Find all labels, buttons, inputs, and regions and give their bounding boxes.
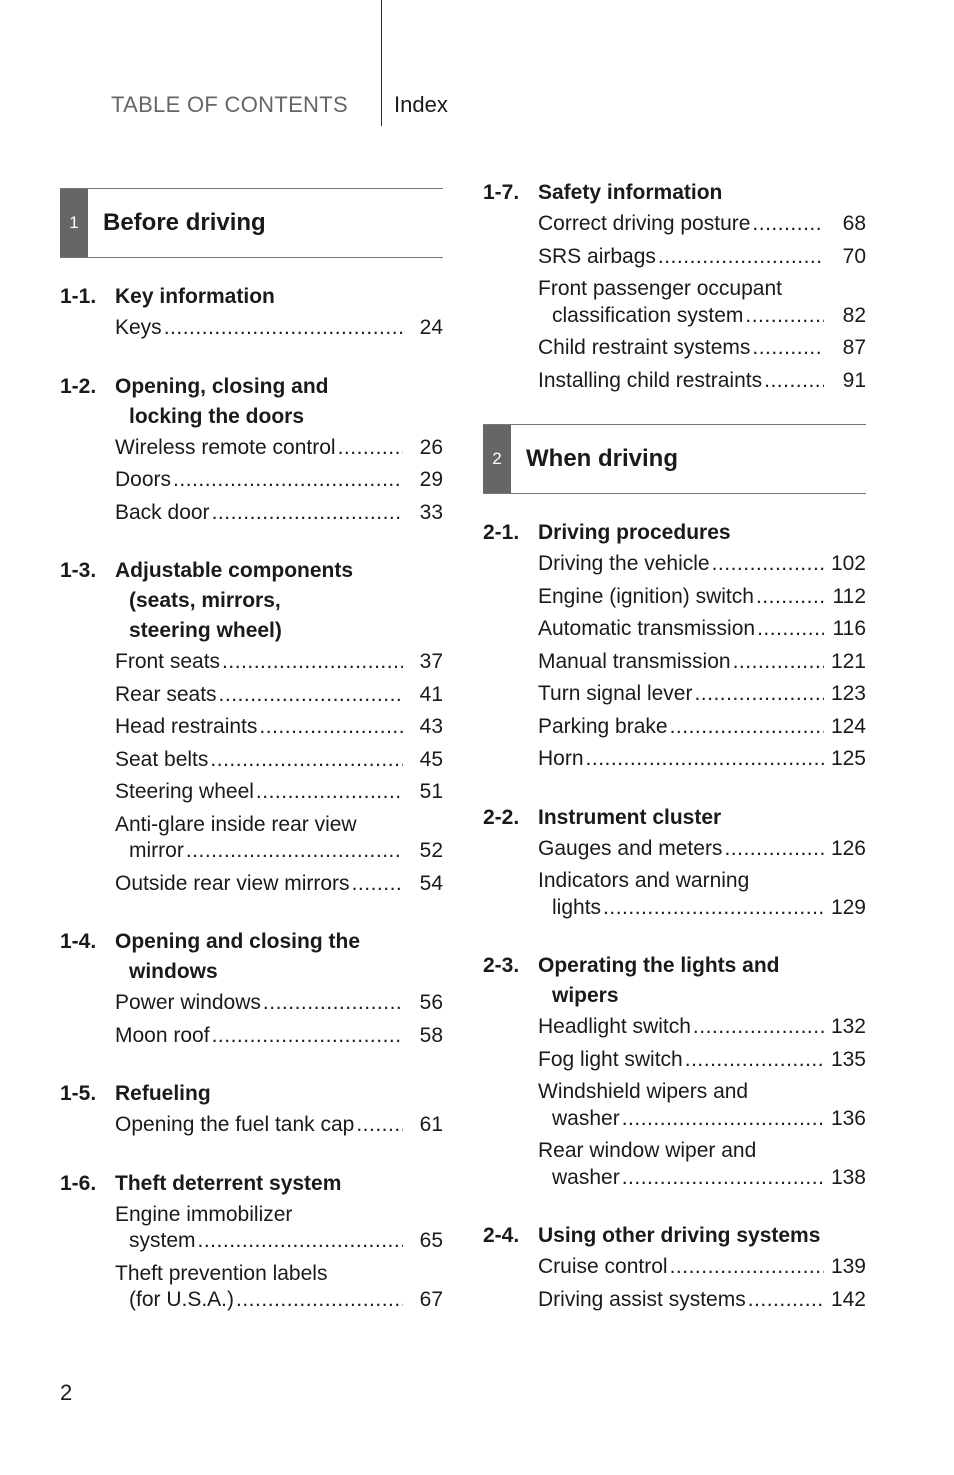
dot-leader bbox=[712, 551, 824, 578]
toc-entry[interactable] bbox=[538, 368, 866, 395]
section-number: 1-7. bbox=[483, 181, 520, 204]
dot-leader bbox=[173, 467, 403, 494]
entry-list bbox=[483, 836, 866, 922]
section-title-line: wipers bbox=[552, 984, 619, 1007]
entry-list bbox=[60, 435, 443, 527]
entry-list bbox=[60, 1112, 443, 1139]
section-title-line: Refueling bbox=[115, 1082, 211, 1105]
section-title[interactable] bbox=[538, 518, 866, 548]
section-heading bbox=[60, 1169, 443, 1199]
toc-section bbox=[60, 927, 443, 1049]
entry-label: Outside rear view mirrors bbox=[115, 871, 350, 895]
toc-entry[interactable] bbox=[538, 335, 866, 362]
entry-page-number: 65 bbox=[419, 1229, 443, 1252]
entry-line bbox=[538, 1254, 866, 1281]
section-title[interactable] bbox=[538, 178, 866, 208]
dot-leader bbox=[212, 500, 403, 527]
toc-entry[interactable] bbox=[538, 649, 866, 676]
header-divider bbox=[381, 0, 382, 126]
dot-leader bbox=[752, 211, 824, 238]
dot-leader bbox=[219, 682, 403, 709]
dot-leader bbox=[356, 1112, 403, 1139]
entry-page-number: 136 bbox=[830, 1106, 866, 1130]
dot-leader bbox=[756, 584, 824, 611]
toc-entry[interactable] bbox=[538, 868, 866, 921]
dot-leader bbox=[757, 616, 824, 643]
dot-leader bbox=[263, 990, 403, 1017]
section-number: 1-6. bbox=[60, 1171, 97, 1195]
entry-line bbox=[538, 1079, 866, 1106]
entry-label: Indicators and warning bbox=[538, 869, 750, 892]
toc-entry[interactable] bbox=[115, 467, 443, 494]
section-title[interactable] bbox=[115, 927, 443, 987]
section-heading bbox=[60, 282, 443, 312]
section-heading bbox=[483, 178, 866, 208]
dot-leader bbox=[236, 1287, 403, 1314]
section-title-line: windows bbox=[129, 960, 218, 983]
entry-page-number: 45 bbox=[419, 747, 443, 771]
entry-line bbox=[115, 1202, 443, 1229]
entry-label: Engine immobilizer bbox=[115, 1202, 293, 1226]
entry-line bbox=[115, 838, 443, 865]
entry-page-number: 52 bbox=[419, 839, 443, 862]
toc-entry[interactable] bbox=[115, 435, 443, 462]
section-title[interactable] bbox=[115, 372, 443, 432]
section-title-line: locking the doors bbox=[129, 404, 305, 428]
dot-leader bbox=[198, 1228, 403, 1255]
right-column bbox=[483, 178, 866, 1343]
dot-leader bbox=[694, 681, 824, 708]
entry-list bbox=[60, 315, 443, 342]
entry-line bbox=[538, 1287, 866, 1314]
entry-page-number: 61 bbox=[419, 1113, 443, 1136]
entry-line bbox=[538, 681, 866, 708]
entry-page-number: 135 bbox=[830, 1047, 866, 1071]
dot-leader bbox=[338, 435, 403, 462]
entry-label: Windshield wipers and bbox=[538, 1080, 749, 1103]
entry-line bbox=[538, 836, 866, 863]
entry-page-number: 91 bbox=[842, 368, 866, 392]
dot-leader bbox=[670, 714, 824, 741]
index-tab[interactable]: Index bbox=[394, 92, 448, 117]
entry-label: Cruise control bbox=[538, 1255, 668, 1278]
toc-section bbox=[483, 178, 866, 394]
entry-page-number: 87 bbox=[842, 336, 866, 359]
section-title[interactable] bbox=[115, 1169, 443, 1199]
section-title-line: Theft deterrent system bbox=[115, 1171, 342, 1195]
entry-page-number: 24 bbox=[419, 316, 443, 339]
dot-leader bbox=[748, 1287, 824, 1314]
entry-line bbox=[115, 714, 443, 741]
section-heading bbox=[483, 951, 866, 1011]
section-title-line: (seats, mirrors, bbox=[129, 589, 281, 612]
section-number: 1-5. bbox=[60, 1082, 97, 1105]
toc-entry[interactable] bbox=[115, 714, 443, 741]
dot-leader bbox=[586, 746, 824, 773]
toc-entry[interactable] bbox=[538, 551, 866, 578]
entry-page-number: 43 bbox=[419, 715, 443, 738]
entry-label: system bbox=[129, 1229, 196, 1252]
entry-label: Moon roof bbox=[115, 1023, 210, 1047]
entry-line bbox=[538, 868, 866, 895]
entry-line bbox=[115, 990, 443, 1017]
entry-label: Anti-glare inside rear view bbox=[115, 812, 357, 836]
entry-label: Driving the vehicle bbox=[538, 552, 710, 575]
toc-entry[interactable] bbox=[538, 1287, 866, 1314]
entry-line bbox=[538, 368, 866, 395]
entry-page-number: 138 bbox=[830, 1165, 866, 1189]
entry-list bbox=[483, 551, 866, 773]
entry-list bbox=[60, 990, 443, 1049]
entry-label: Seat belts bbox=[115, 747, 209, 771]
part-title[interactable]: Before driving bbox=[103, 209, 266, 236]
toc-section bbox=[60, 556, 443, 897]
section-heading bbox=[60, 927, 443, 987]
toc-entry[interactable] bbox=[538, 681, 866, 708]
section-heading bbox=[483, 803, 866, 833]
dot-leader bbox=[670, 1254, 824, 1281]
section-heading bbox=[60, 556, 443, 646]
toc-entry[interactable] bbox=[538, 584, 866, 611]
dot-leader bbox=[685, 1047, 824, 1074]
entry-line bbox=[115, 467, 443, 494]
toc-entry[interactable] bbox=[115, 990, 443, 1017]
entry-page-number: 68 bbox=[842, 212, 866, 235]
entry-label: washer bbox=[552, 1165, 620, 1189]
part-header-2 bbox=[483, 424, 866, 494]
entry-page-number: 116 bbox=[832, 617, 866, 640]
entry-list bbox=[60, 649, 443, 897]
dot-leader bbox=[210, 747, 403, 774]
entry-line bbox=[538, 714, 866, 741]
section-title[interactable] bbox=[115, 556, 443, 646]
toc-entry[interactable] bbox=[538, 1138, 866, 1191]
right-sections bbox=[483, 518, 866, 1313]
entry-line bbox=[538, 1138, 866, 1165]
entry-line bbox=[115, 779, 443, 806]
entry-page-number: 124 bbox=[830, 714, 866, 738]
toc-section bbox=[60, 282, 443, 342]
section-title-line: Opening and closing the bbox=[115, 930, 361, 953]
entry-label: Horn bbox=[538, 747, 584, 770]
toc-entry[interactable] bbox=[538, 746, 866, 773]
entry-line bbox=[538, 211, 866, 238]
entry-line bbox=[538, 1106, 866, 1133]
section-heading bbox=[483, 518, 866, 548]
toc-section bbox=[483, 518, 866, 773]
entry-list bbox=[483, 1254, 866, 1313]
section-title-line: Operating the lights and bbox=[538, 954, 780, 977]
toc-entry[interactable] bbox=[538, 836, 866, 863]
entry-line bbox=[538, 1165, 866, 1192]
section-title[interactable] bbox=[538, 803, 866, 833]
toc-section bbox=[483, 1221, 866, 1313]
entry-line bbox=[538, 303, 866, 330]
entry-page-number: 102 bbox=[830, 552, 866, 575]
entry-page-number: 142 bbox=[830, 1287, 866, 1311]
section-title[interactable] bbox=[115, 1079, 443, 1109]
dot-leader bbox=[603, 895, 824, 922]
section-title-line: Safety information bbox=[538, 181, 723, 204]
entry-label: Headlight switch bbox=[538, 1015, 691, 1038]
dot-leader bbox=[622, 1106, 824, 1133]
entry-page-number: 125 bbox=[830, 747, 866, 770]
entry-line bbox=[538, 1047, 866, 1074]
entry-line bbox=[115, 500, 443, 527]
section-title-line: steering wheel) bbox=[129, 619, 282, 642]
entry-label: Back door bbox=[115, 500, 210, 524]
entry-label: Wireless remote control bbox=[115, 435, 336, 459]
dot-leader bbox=[352, 871, 403, 898]
entry-line bbox=[115, 315, 443, 342]
toc-section bbox=[60, 372, 443, 527]
part-header-1 bbox=[60, 188, 443, 258]
section-number: 2-2. bbox=[483, 805, 520, 829]
entry-page-number: 67 bbox=[419, 1288, 443, 1311]
entry-label: Installing child restraints bbox=[538, 368, 763, 392]
toc-entry[interactable] bbox=[538, 1254, 866, 1281]
left-column bbox=[60, 188, 443, 1344]
entry-page-number: 41 bbox=[419, 682, 443, 706]
entry-label: (for U.S.A.) bbox=[129, 1288, 235, 1311]
entry-label: Automatic transmission bbox=[538, 617, 756, 640]
entry-page-number: 51 bbox=[419, 780, 443, 803]
dot-leader bbox=[745, 303, 824, 330]
entry-page-number: 82 bbox=[842, 303, 866, 327]
entry-line bbox=[115, 812, 443, 839]
dot-leader bbox=[212, 1023, 403, 1050]
entry-label: Child restraint systems bbox=[538, 336, 751, 359]
dot-leader bbox=[186, 838, 403, 865]
entry-label: Fog light switch bbox=[538, 1047, 683, 1071]
entry-page-number: 26 bbox=[419, 435, 443, 459]
section-number: 2-4. bbox=[483, 1224, 520, 1247]
section-number: 1-3. bbox=[60, 559, 97, 582]
toc-entry[interactable] bbox=[538, 616, 866, 643]
entry-line bbox=[538, 616, 866, 643]
entry-label: Parking brake bbox=[538, 714, 668, 738]
entry-label: Manual transmission bbox=[538, 649, 731, 673]
dot-leader bbox=[693, 1014, 824, 1041]
entry-line bbox=[538, 244, 866, 271]
entry-line bbox=[538, 584, 866, 611]
entry-line bbox=[115, 435, 443, 462]
section-title-line: Opening, closing and bbox=[115, 374, 329, 398]
entry-page-number: 70 bbox=[842, 244, 866, 268]
entry-page-number: 129 bbox=[830, 895, 866, 919]
entry-line bbox=[115, 747, 443, 774]
toc-entry[interactable] bbox=[115, 779, 443, 806]
toc-entry[interactable] bbox=[115, 315, 443, 342]
entry-label: Power windows bbox=[115, 991, 261, 1014]
entry-line bbox=[115, 1112, 443, 1139]
entry-label: Keys bbox=[115, 316, 162, 339]
entry-page-number: 29 bbox=[419, 468, 443, 491]
part-number: 1 bbox=[60, 189, 88, 257]
dot-leader bbox=[259, 714, 403, 741]
entry-line bbox=[538, 276, 866, 303]
dot-leader bbox=[724, 836, 824, 863]
toc-entry[interactable] bbox=[115, 649, 443, 676]
entry-label: Front passenger occupant bbox=[538, 277, 782, 300]
entry-label: lights bbox=[552, 895, 602, 919]
toc-entry[interactable] bbox=[538, 276, 866, 329]
entry-label: Rear seats bbox=[115, 682, 217, 706]
entry-line bbox=[538, 1014, 866, 1041]
dot-leader bbox=[222, 649, 403, 676]
entry-line bbox=[115, 649, 443, 676]
toc-entry[interactable] bbox=[115, 1202, 443, 1255]
toc-entry[interactable] bbox=[538, 714, 866, 741]
section-heading bbox=[483, 1221, 866, 1251]
entry-line bbox=[115, 1287, 443, 1314]
section-number: 2-1. bbox=[483, 521, 520, 544]
entry-line bbox=[115, 1261, 443, 1288]
toc-entry[interactable] bbox=[115, 812, 443, 865]
toc-entry[interactable] bbox=[115, 500, 443, 527]
section-title-line: Instrument cluster bbox=[538, 805, 722, 829]
toc-entry[interactable] bbox=[115, 682, 443, 709]
entry-label: Engine (ignition) switch bbox=[538, 584, 754, 608]
entry-page-number: 139 bbox=[830, 1255, 866, 1278]
section-title-line: Driving procedures bbox=[538, 521, 731, 544]
entry-page-number: 126 bbox=[830, 836, 866, 860]
entry-label: Turn signal lever bbox=[538, 682, 693, 705]
dot-leader bbox=[764, 368, 824, 395]
toc-entry[interactable] bbox=[538, 211, 866, 238]
entry-page-number: 33 bbox=[419, 500, 443, 524]
section-title[interactable] bbox=[538, 951, 866, 1011]
entry-label: SRS airbags bbox=[538, 244, 656, 268]
entry-page-number: 112 bbox=[832, 584, 866, 608]
entry-page-number: 132 bbox=[830, 1015, 866, 1038]
toc-entry[interactable] bbox=[115, 871, 443, 898]
toc-entry[interactable] bbox=[115, 1261, 443, 1314]
entry-line bbox=[538, 746, 866, 773]
dot-leader bbox=[658, 244, 824, 271]
toc-section bbox=[60, 1079, 443, 1139]
entry-page-number: 121 bbox=[830, 649, 866, 673]
left-sections bbox=[60, 282, 443, 1314]
entry-label: Head restraints bbox=[115, 715, 258, 738]
toc-section bbox=[483, 951, 866, 1191]
section-title-line: Key information bbox=[115, 285, 275, 308]
section-title-line: Using other driving systems bbox=[538, 1224, 821, 1247]
toc-section bbox=[483, 803, 866, 922]
table-of-contents-tab[interactable]: TABLE OF CONTENTS bbox=[111, 92, 348, 117]
entry-page-number: 58 bbox=[419, 1023, 443, 1047]
dot-leader bbox=[752, 335, 824, 362]
section-title[interactable] bbox=[538, 1221, 866, 1251]
section-number: 2-3. bbox=[483, 954, 520, 977]
part-number: 2 bbox=[483, 425, 511, 493]
entry-line bbox=[115, 871, 443, 898]
toc-entry[interactable] bbox=[538, 1014, 866, 1041]
entry-label: Doors bbox=[115, 468, 172, 491]
entry-label: washer bbox=[552, 1106, 620, 1130]
entry-line bbox=[115, 1023, 443, 1050]
entry-label: Opening the fuel tank cap bbox=[115, 1113, 355, 1136]
toc-entry[interactable] bbox=[115, 747, 443, 774]
entry-label: Rear window wiper and bbox=[538, 1139, 757, 1162]
toc-entry[interactable] bbox=[538, 244, 866, 271]
section-number: 1-4. bbox=[60, 930, 97, 953]
right-sections-top bbox=[483, 178, 866, 394]
page-number: 2 bbox=[60, 1380, 73, 1405]
entry-list bbox=[60, 1202, 443, 1314]
entry-list bbox=[483, 1014, 866, 1191]
section-title-line: Adjustable components bbox=[115, 559, 354, 582]
entry-line bbox=[538, 551, 866, 578]
entry-page-number: 37 bbox=[419, 650, 443, 673]
dot-leader bbox=[733, 649, 824, 676]
toc-section bbox=[60, 1169, 443, 1314]
entry-label: Driving assist systems bbox=[538, 1287, 746, 1311]
toc-entry[interactable] bbox=[115, 1112, 443, 1139]
section-title[interactable] bbox=[115, 282, 443, 312]
entry-page-number: 123 bbox=[830, 682, 866, 705]
entry-line bbox=[538, 335, 866, 362]
entry-line bbox=[538, 649, 866, 676]
entry-label: Gauges and meters bbox=[538, 836, 723, 860]
entry-page-number: 56 bbox=[419, 991, 443, 1014]
section-heading bbox=[60, 372, 443, 432]
entry-line bbox=[538, 895, 866, 922]
entry-label: Steering wheel bbox=[115, 780, 254, 803]
entry-label: mirror bbox=[129, 839, 184, 862]
entry-page-number: 54 bbox=[419, 871, 443, 895]
page-header bbox=[0, 0, 954, 130]
part-title[interactable]: When driving bbox=[526, 445, 678, 472]
section-number: 1-2. bbox=[60, 374, 97, 398]
dot-leader bbox=[164, 315, 403, 342]
entry-label: Theft prevention labels bbox=[115, 1261, 328, 1285]
entry-label: Front seats bbox=[115, 650, 221, 673]
dot-leader bbox=[256, 779, 403, 806]
entry-line bbox=[115, 1228, 443, 1255]
section-number: 1-1. bbox=[60, 285, 97, 308]
toc-entry[interactable] bbox=[538, 1079, 866, 1132]
entry-list bbox=[483, 211, 866, 394]
toc-entry[interactable] bbox=[115, 1023, 443, 1050]
section-heading bbox=[60, 1079, 443, 1109]
toc-entry[interactable] bbox=[538, 1047, 866, 1074]
entry-label: Correct driving posture bbox=[538, 212, 751, 235]
dot-leader bbox=[622, 1165, 824, 1192]
entry-line bbox=[115, 682, 443, 709]
entry-label: classification system bbox=[552, 303, 744, 327]
